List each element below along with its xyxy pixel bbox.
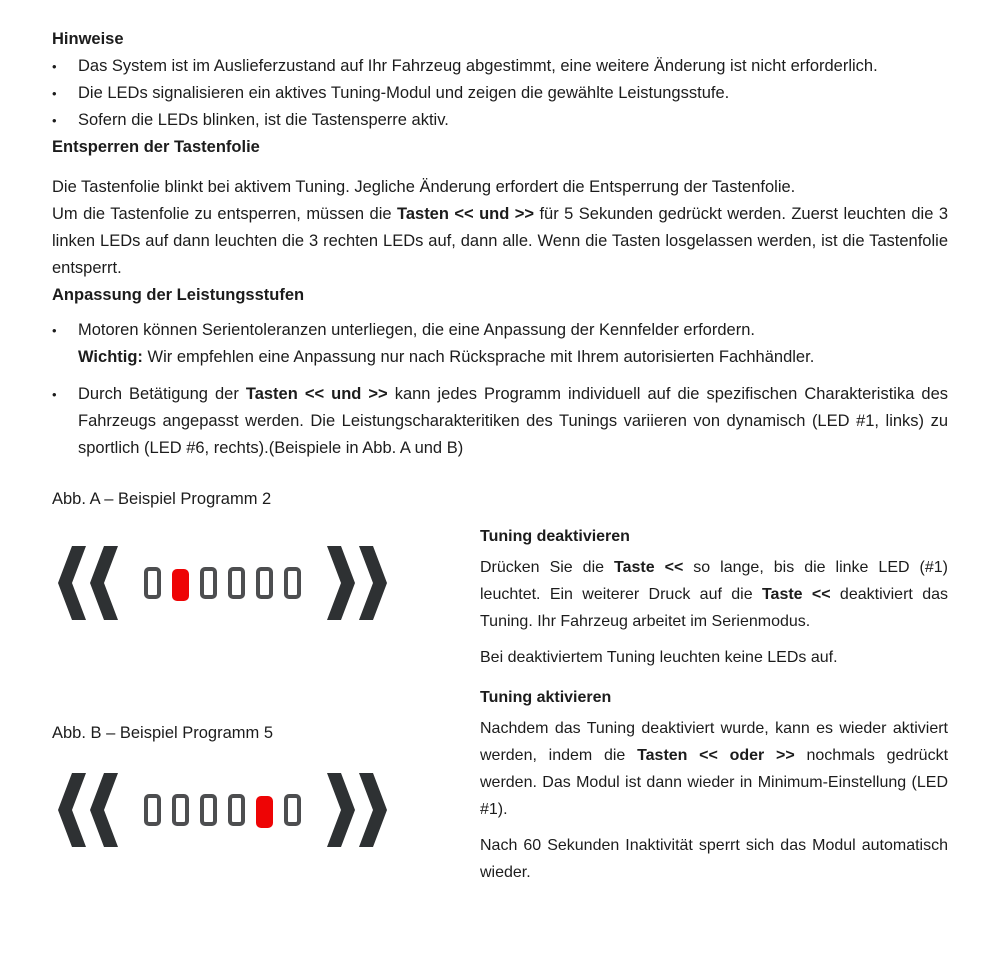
led-indicator: [284, 794, 301, 826]
figures-column: [52, 486, 452, 886]
bullet-list-anpassung: [52, 317, 948, 462]
bullet-text: Sofern die LEDs blinken, ist die Tastensperre aktiv.: [78, 111, 449, 129]
bullet-text: Das System ist im Auslieferzustand auf Ihr Fahrzeug abgestimmt, eine weitere Änderung ist nicht erforderlich.: [78, 57, 878, 75]
bullet-text: Motoren können Serientoleranzen unterliegen, die eine Anpassung der Kennfelder erfordern. Wichtig: Wir empfehlen eine Anpassung nur nach Rücksprache mit Ihrem autorisierten Fachhändler.: [78, 321, 815, 366]
led-row-a: [144, 567, 301, 599]
section-heading-anpassung: Anpassung der Leistungsstufen: [52, 286, 305, 304]
bullet-text: Durch Betätigung der Tasten << und >> kann jedes Programm individuell auf die spezifischen Charakteristika des Fahrzeugs angepasst werden. Die Leistungscharakteritiken des Tunings variieren von dynamisch (LED #1, links) zu sportlich (LED #6, rechts).(Beispiele in Abb. A und B): [78, 385, 948, 457]
section-heading-entsperren: Entsperren der Tastenfolie: [52, 138, 260, 156]
led-indicator: [284, 567, 301, 599]
paragraph-entsperren-2: Um die Tastenfolie zu entsperren, müssen die Tasten << und >> für 5 Sekunden gedrückt werden. Zuerst leuchten die 3 linken LEDs auf dann leuchten die 3 rechten LEDs auf, dann alle. Wenn die Tasten losgelassen werden, ist die Tastenfolie entsperrt.: [52, 205, 948, 277]
bullet-item: [52, 80, 948, 107]
double-chevron-right-icon: [326, 546, 388, 620]
led-indicator: [200, 794, 217, 826]
paragraph-deaktivieren-1: Drücken Sie die Taste << so lange, bis die linke LED (#1) leuchtet. Ein weiterer Druck auf die Taste << deaktiviert das Tuning. Ihr Fahrzeug arbeitet im Serienmodus.: [480, 559, 948, 630]
bullet-item: [52, 107, 948, 134]
bullet-marker: •: [52, 323, 57, 338]
double-chevron-right-icon: [326, 773, 388, 847]
instructions-column: [480, 486, 948, 886]
subsection-heading-tuning-aktivieren: Tuning aktivieren: [480, 689, 612, 706]
keypad-panel-a: [57, 546, 452, 620]
double-chevron-left-icon: [57, 773, 119, 847]
keypad-panel-b: [57, 773, 452, 847]
paragraph-deaktivieren-2: Bei deaktiviertem Tuning leuchten keine LEDs auf.: [480, 649, 838, 666]
figure-a-label: Abb. A – Beispiel Programm 2: [52, 490, 272, 508]
paragraph-aktivieren-1: Nachdem das Tuning deaktiviert wurde, kann es wieder aktiviert werden, indem die Tasten << oder >> nochmals gedrückt werden. Das Modul ist dann wieder in Minimum-Einstellung (LED #1).: [480, 720, 949, 818]
bullet-marker: •: [52, 113, 57, 128]
led-indicator: [228, 794, 245, 826]
led-row-b: [144, 794, 301, 826]
led-indicator-active: [256, 796, 273, 828]
led-indicator: [144, 794, 161, 826]
bullet-item: [52, 53, 948, 80]
figures-and-instructions-area: [52, 486, 948, 886]
figure-b-label: Abb. B – Beispiel Programm 5: [52, 724, 274, 742]
subsection-heading-tuning-deaktivieren: Tuning deaktivieren: [480, 528, 630, 545]
led-indicator: [144, 567, 161, 599]
led-indicator: [228, 567, 245, 599]
bullet-marker: •: [52, 387, 57, 402]
led-indicator: [172, 794, 189, 826]
led-indicator-active: [172, 569, 189, 601]
paragraph-aktivieren-2: Nach 60 Sekunden Inaktivität sperrt sich das Modul automatisch wieder.: [480, 837, 948, 881]
led-indicator: [200, 567, 217, 599]
paragraph-entsperren-1: Die Tastenfolie blinkt bei aktivem Tuning. Jegliche Änderung erfordert die Entsperrung der Tastenfolie.: [52, 178, 796, 196]
bullet-item: [52, 317, 948, 371]
led-indicator: [256, 567, 273, 599]
bullet-text: Die LEDs signalisieren ein aktives Tuning-Modul und zeigen die gewählte Leistungsstufe.: [78, 84, 730, 102]
bullet-marker: •: [52, 86, 57, 101]
bullet-item: [52, 381, 948, 462]
bullet-list-hinweise: [52, 53, 948, 134]
section-heading-hinweise: Hinweise: [52, 30, 124, 48]
bullet-marker: •: [52, 59, 57, 74]
double-chevron-left-icon: [57, 546, 119, 620]
